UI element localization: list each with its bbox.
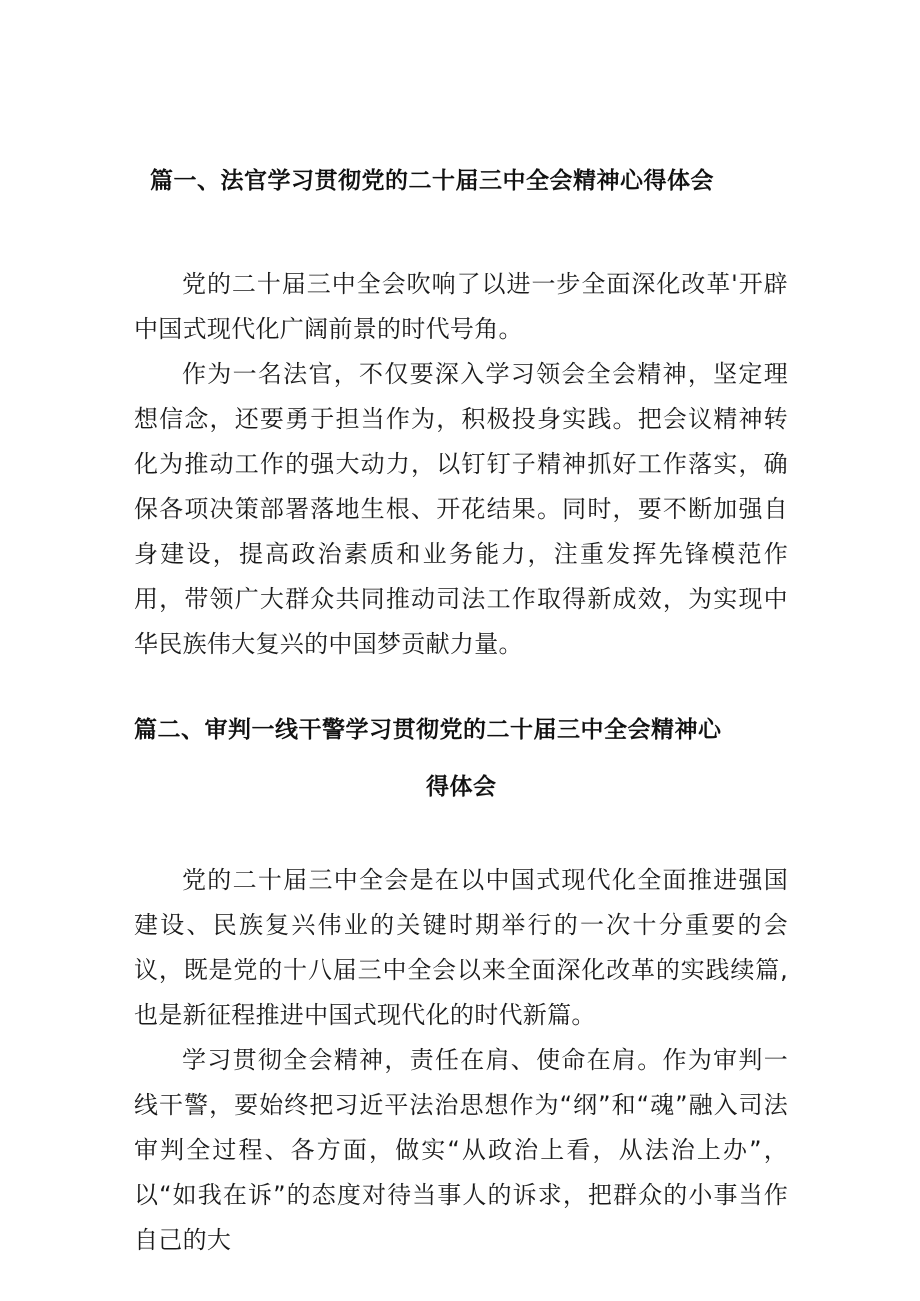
article2-paragraph-1: 党的二十届三中全会是在以中国式现代化全面推进强国建设、民族复兴伟业的关键时期举行的一次十分重要的会议，既是党的十八届三中全会以来全面深化改革的实践续篇,也是新征程推进中国式现代化的时代新篇。 <box>134 866 788 1029</box>
article1-paragraph-1: 党的二十届三中全会吹响了以进一步全面深化改革'开辟中国式现代化广阔前景的时代号角。 <box>134 270 788 343</box>
article1-paragraph-2: 作为一名法官，不仅要深入学习领会全会精神，坚定理想信念，还要勇于担当作为，积极投身实践。把会议精神转化为推动工作的强大动力，以钉钉子精神抓好工作落实，确保各项决策部署落地生根、开花结果。同时，要不断加强自身建设，提高政治素质和业务能力，注重发挥先锋模范作用，带领广大群众共同推动司法工作取得新成效，为实现中华民族伟大复兴的中国梦贡献力量。 <box>134 360 788 658</box>
article1-title: 篇一、法官学习贯彻党的二十届三中全会精神心得体会 <box>150 168 714 194</box>
article2-paragraph-2: 学习贯彻全会精神，责任在肩、使命在肩。作为审判一线干警，要始终把习近平法治思想作为“纲”和“魂”融入司法审判全过程、各方面，做实“从政治上看，从法治上办”，以“如我在诉”的态度对待当事人的诉求，把群众的小事当作自己的大 <box>134 1046 788 1254</box>
article2-title-line1: 篇二、审判一线干警学习贯彻党的二十届三中全会精神心 <box>134 717 722 743</box>
article2-title-line2: 得体会 <box>426 774 497 800</box>
